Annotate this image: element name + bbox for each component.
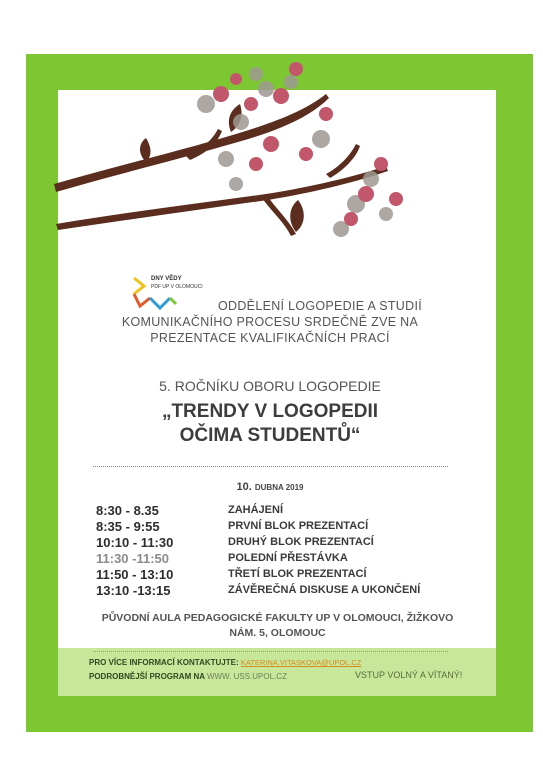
divider-bottom xyxy=(93,651,448,652)
schedule-time: 11:30 -11:50 xyxy=(96,551,170,566)
organizer-line-1: ODDĚLENÍ LOGOPEDIE A STUDIÍ xyxy=(218,299,422,313)
blossom-branch-illustration xyxy=(26,54,446,294)
program-line xyxy=(89,672,287,681)
contact-line xyxy=(89,658,361,667)
organizer-line-2: KOMUNIKAČNÍHO PROCESU SRDEČNĚ ZVE NA xyxy=(121,315,419,329)
organizer-line-3: PREZENTACE KVALIFIKAČNÍCH PRACÍ xyxy=(150,331,390,345)
date-day: 10. xyxy=(236,481,252,493)
event-date xyxy=(80,481,460,493)
logo-subtitle: PDF UP V OLOMOUCI xyxy=(151,284,203,290)
schedule-time: 8:30 - 8.35 xyxy=(96,503,159,518)
schedule-activity: ZAHÁJENÍ xyxy=(228,504,284,516)
title-line-2: OČIMA STUDENTŮ“ xyxy=(179,425,361,446)
schedule-activity: POLEDNÍ PŘESTÁVKA xyxy=(228,552,348,564)
logo-title: DNY VĚDY xyxy=(151,276,182,282)
schedule-time: 13:10 -13:15 xyxy=(96,583,171,598)
divider-top xyxy=(93,466,448,467)
schedule-activity: DRUHÝ BLOK PREZENTACÍ xyxy=(228,536,374,548)
organizer-text xyxy=(100,298,440,346)
schedule-time: 8:35 - 9:55 xyxy=(96,519,160,534)
venue xyxy=(85,611,470,641)
venue-line-1: PŮVODNÍ AULA PEDAGOGICKÉ FAKULTY UP V OLOMOUCI, ŽIŽKOVO xyxy=(101,612,454,624)
title-line-1: „TRENDY V LOGOPEDII xyxy=(161,401,379,422)
venue-line-2: NÁM. 5, OLOMOUC xyxy=(229,627,326,639)
program-website-link[interactable]: WWW. USS.UPOL.CZ xyxy=(206,672,287,681)
schedule-time: 11:50 - 13:10 xyxy=(96,567,174,582)
event-title xyxy=(80,400,460,448)
program-label: PODROBNĚJŠÍ PROGRAM NA xyxy=(89,672,205,681)
schedule-time: 10:10 - 11:30 xyxy=(96,535,174,550)
contact-label: PRO VÍCE INFORMACÍ KONTAKTUJTE: xyxy=(89,658,239,667)
schedule-activity: TŘETÍ BLOK PREZENTACÍ xyxy=(228,568,367,580)
date-month-year: DUBNA 2019 xyxy=(254,483,304,492)
schedule-activity: ZÁVĚREČNÁ DISKUSE A UKONČENÍ xyxy=(228,584,421,596)
event-subtitle: 5. ROČNÍKU OBORU LOGOPEDIE xyxy=(159,378,381,394)
contact-email-link[interactable]: KATERINA.VITASKOVA@UPOL.CZ xyxy=(240,658,362,667)
schedule-activity: PRVNÍ BLOK PREZENTACÍ xyxy=(228,520,369,532)
entry-note: VSTUP VOLNÝ A VÍTANÝ! xyxy=(355,670,463,680)
